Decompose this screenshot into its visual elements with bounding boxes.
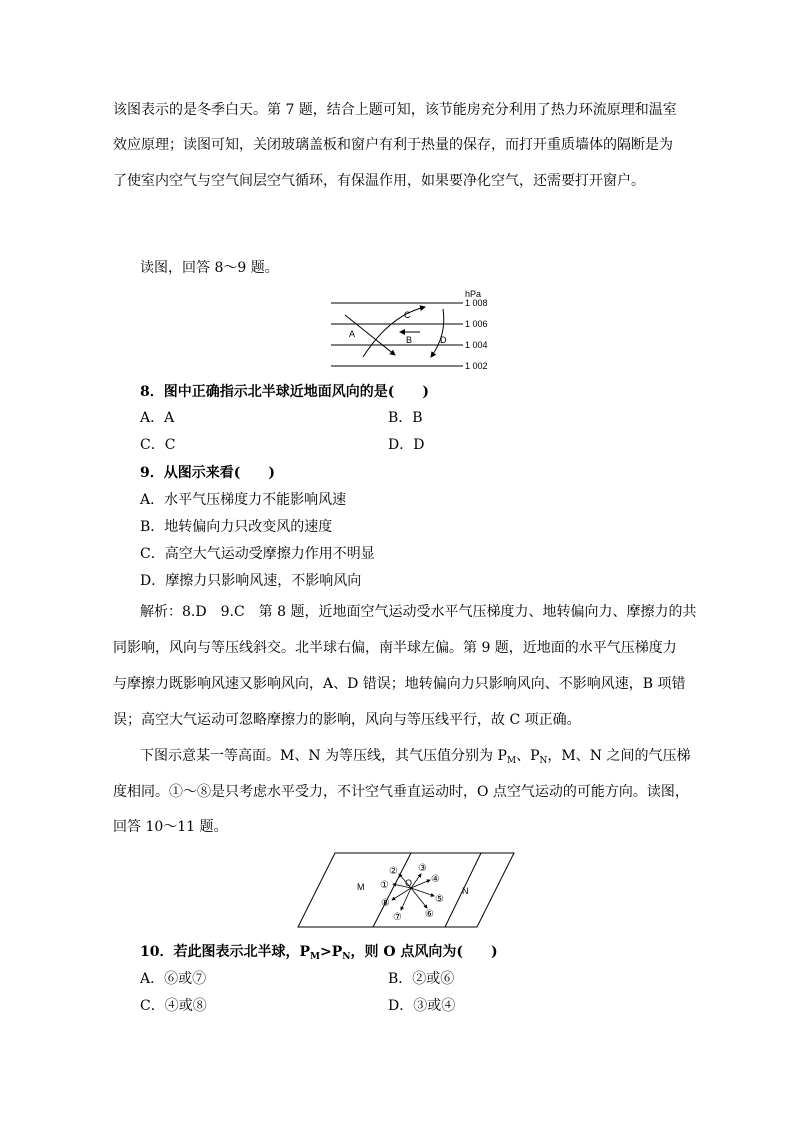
label-dir-3: ③ bbox=[418, 863, 427, 874]
q8-option-c: C．C bbox=[140, 437, 176, 453]
hpa-unit-label: hPa bbox=[465, 289, 482, 299]
isobar-label-1008: 1 008 bbox=[465, 298, 488, 308]
isobar-label-1004: 1 004 bbox=[465, 340, 488, 350]
label-o: O bbox=[405, 878, 413, 888]
label-n: N bbox=[462, 886, 469, 896]
q10-option-d: D．③或④ bbox=[388, 998, 456, 1014]
analysis-line-2: 效应原理；读图可知，关闭玻璃盖板和窗户有利于热量的保存，而打开重质墙体的隔断是为 bbox=[113, 137, 673, 153]
q10-option-a: A．⑥或⑦ bbox=[140, 971, 207, 987]
plane-outline bbox=[298, 853, 514, 927]
intro-10-11-line-3: 回答 10～11 题。 bbox=[113, 819, 228, 835]
q9-option-b: B．地转偏向力只改变风的速度 bbox=[140, 519, 333, 535]
isobar-label-1006: 1 006 bbox=[465, 319, 488, 329]
arrow-d bbox=[431, 309, 444, 357]
analysis-8-9-line-1: 解析：8.D 9.C 第 8 题，近地面空气运动受水平气压梯度力、地转偏向力、摩擦力的共 bbox=[140, 604, 697, 620]
label-d: D bbox=[440, 335, 447, 345]
label-dir-8: ⑧ bbox=[381, 898, 390, 909]
analysis-8-9-line-3: 与摩擦力既影响风速又影响风向，A、D 错误；地转偏向力只影响风向、不影响风速，B 项错 bbox=[113, 676, 686, 692]
label-c: C bbox=[404, 310, 411, 320]
label-dir-7: ⑦ bbox=[393, 912, 402, 923]
figure-pressure-plane bbox=[297, 850, 517, 930]
label-a: A bbox=[349, 329, 356, 339]
intro-10-11-line-2: 度相同。①～⑧是只考虑水平受力，不计空气垂直运动时，O 点空气运动的可能方向。读图， bbox=[113, 784, 689, 800]
label-dir-5: ⑤ bbox=[435, 894, 444, 905]
label-dir-1: ① bbox=[380, 880, 389, 891]
q9-stem: 9．从图示来看( ) bbox=[140, 465, 275, 481]
label-b: B bbox=[406, 335, 413, 345]
intro-8-9: 读图，回答 8～9 题。 bbox=[140, 260, 279, 276]
analysis-8-9-line-2: 同影响，风向与等压线斜交。北半球右偏，南半球左偏。第 9 题，近地面的水平气压梯度力 bbox=[113, 640, 677, 656]
label-dir-6: ⑥ bbox=[425, 909, 434, 920]
q8-stem: 8．图中正确指示北半球近地面风向的是( ) bbox=[140, 384, 429, 400]
q8-option-b: B．B bbox=[388, 410, 423, 426]
isobar-label-1002: 1 002 bbox=[465, 361, 488, 371]
q8-option-d: D．D bbox=[388, 437, 425, 453]
q9-option-a: A．水平气压梯度力不能影响风速 bbox=[140, 492, 347, 508]
q9-option-d: D．摩擦力只影响风速，不影响风向 bbox=[140, 573, 362, 589]
analysis-line-1: 该图表示的是冬季白天。第 7 题，结合上题可知，该节能房充分利用了热力环流原理和温室 bbox=[113, 102, 677, 118]
figure-isobars bbox=[325, 285, 495, 377]
q9-option-c: C．高空大气运动受摩擦力作用不明显 bbox=[140, 546, 375, 562]
isobar-m bbox=[373, 853, 411, 927]
q10-option-b: B．②或⑥ bbox=[388, 971, 455, 987]
label-m: M bbox=[357, 882, 365, 892]
intro-10-11-line-1: 下图示意某一等高面。M、N 为等压线，其气压值分别为 $P_M$、$P_N$，M、N 之间的气压梯 bbox=[140, 748, 691, 766]
q10-stem: 10．若此图表示北半球，$P_M>P_N$，则 O 点风向为( ) bbox=[140, 944, 498, 962]
q10-option-c: C．④或⑧ bbox=[140, 998, 207, 1014]
label-dir-4: ④ bbox=[431, 874, 440, 885]
label-dir-2: ② bbox=[389, 866, 398, 877]
analysis-line-3: 了使室内空气与空气间层空气循环，有保温作用，如果要净化空气，还需要打开窗户。 bbox=[113, 173, 645, 189]
q8-option-a: A．A bbox=[140, 410, 175, 426]
analysis-8-9-line-4: 误；高空大气运动可忽略摩擦力的影响，风向与等压线平行，故 C 项正确。 bbox=[113, 712, 581, 728]
